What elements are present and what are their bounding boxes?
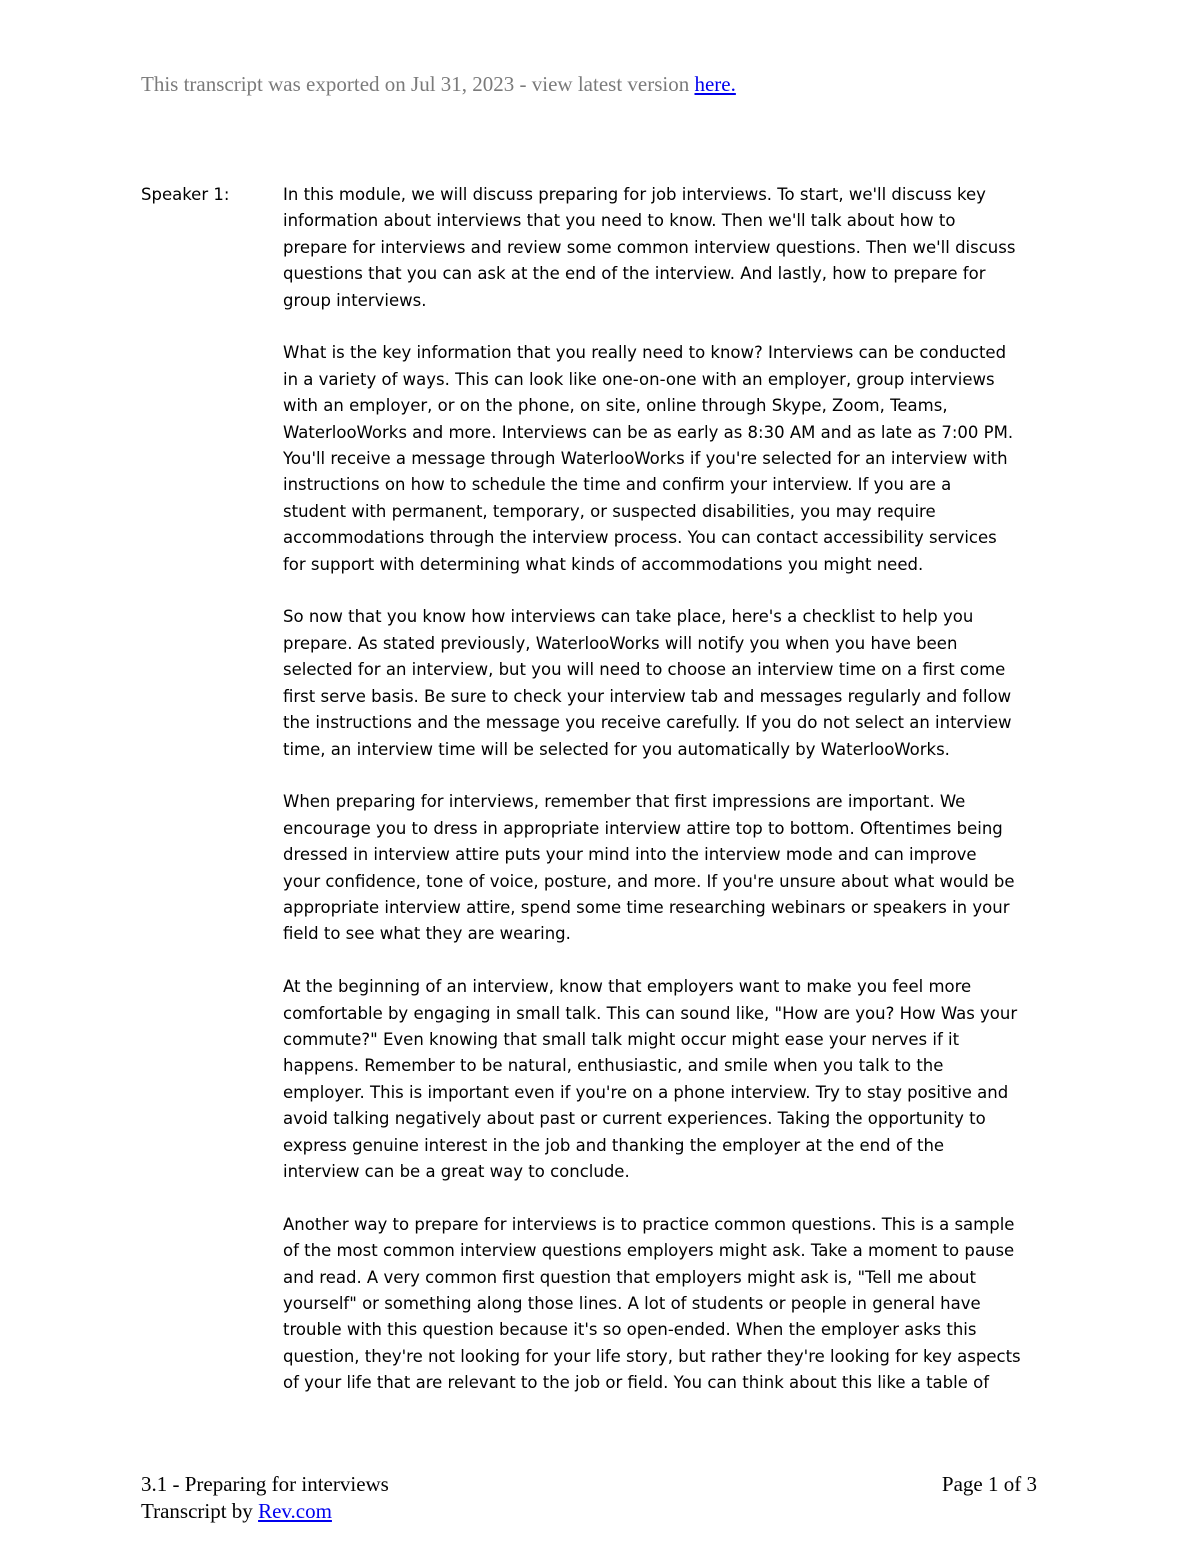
transcript-line: time, an interview time will be selected for you automatically by WaterlooWorks. [283,739,950,759]
rev-link[interactable]: Rev.com [258,1499,332,1523]
transcript-line: comfortable by engaging in small talk. This can sound like, "How are you? How Was your [283,1003,1018,1023]
transcript-line: in a variety of ways. This can look like one-on-one with an employer, group interviews [283,369,995,389]
page-number: Page 1 of 3 [941,1472,1037,1496]
transcript-line: with an employer, or on the phone, on site, online through Skype, Zoom, Teams, [283,396,948,416]
transcript-line: for support with determining what kinds of accommodations you might need. [283,554,924,574]
transcript-line: WaterlooWorks and more. Interviews can be as early as 8:30 AM and as late as 7:00 PM. [283,422,1014,442]
transcript-line: questions that you can ask at the end of the interview. And lastly, how to prepare for [283,264,986,284]
transcript-line: information about interviews that you need to know. Then we'll talk about how to [283,211,956,231]
latest-version-link[interactable]: here. [694,72,736,96]
transcript-paragraph [283,974,1063,1185]
transcript-line: first serve basis. Be sure to check your interview tab and messages regularly and follow [283,686,1012,706]
transcript-paragraph [283,182,1063,314]
transcript-line: interview can be a great way to conclude. [283,1161,630,1181]
transcript-line: group interviews. [283,290,427,310]
transcript-line: prepare. As stated previously, WaterlooWorks will notify you when you have been [283,633,958,653]
transcript-line: What is the key information that you really need to know? Interviews can be conducted [283,343,1007,363]
export-notice-text: This transcript was exported on Jul 31, 2023 - view latest version [141,72,695,96]
speaker-label: Speaker 1: [141,185,230,204]
transcript-line: instructions on how to schedule the time and confirm your interview. If you are a [283,475,952,495]
transcript-line: express genuine interest in the job and thanking the employer at the end of the [283,1135,945,1155]
transcript-line: prepare for interviews and review some common interview questions. Then we'll discuss [283,237,1016,257]
transcript-line: encourage you to dress in appropriate interview attire top to bottom. Oftentimes being [283,818,1003,838]
transcript-line: of the most common interview questions employers might ask. Take a moment to pause [283,1241,1015,1261]
transcript-line: student with permanent, temporary, or suspected disabilities, you may require [283,501,936,521]
transcript-paragraph [283,1212,1063,1397]
transcript-line: of your life that are relevant to the job or field. You can think about this like a table of [283,1373,990,1393]
transcript-line: accommodations through the interview process. You can contact accessibility services [283,528,997,548]
transcript-line: At the beginning of an interview, know that employers want to make you feel more [283,977,972,997]
transcript-line: the instructions and the message you receive carefully. If you do not select an interview [283,713,1012,733]
document-title: 3.1 - Preparing for interviews [141,1472,389,1496]
transcript-line: question, they're not looking for your life story, but rather they're looking for key aspects [283,1346,1021,1366]
transcript-line: selected for an interview, but you will need to choose an interview time on a first come [283,660,1006,680]
transcript-line: your confidence, tone of voice, posture, and more. If you're unsure about what would be [283,871,1015,891]
transcript-line: field to see what they are wearing. [283,924,571,944]
transcript-line: employer. This is important even if you're on a phone interview. Try to stay positive and [283,1082,1009,1102]
export-notice [141,72,736,97]
transcript-line: appropriate interview attire, spend some time researching webinars or speakers in your [283,897,1010,917]
transcript-body [283,182,1063,1423]
transcript-line: In this module, we will discuss preparing for job interviews. To start, we'll discuss key [283,185,986,204]
transcript-line: trouble with this question because it's so open-ended. When the employer asks this [283,1320,977,1340]
transcript-paragraph [283,340,1063,578]
transcript-line: dressed in interview attire puts your mind into the interview mode and can improve [283,845,977,865]
transcript-paragraph [283,604,1063,762]
transcript-line: happens. Remember to be natural, enthusiastic, and smile when you talk to the [283,1056,944,1076]
transcript-line: avoid talking negatively about past or current experiences. Taking the opportunity to [283,1109,986,1129]
transcript-line: commute?" Even knowing that small talk might occur might ease your nerves if it [283,1029,960,1049]
transcript-line: Another way to prepare for interviews is to practice common questions. This is a sample [283,1214,1015,1234]
transcript-line: yourself" or something along those lines. A lot of students or people in general have [283,1293,981,1313]
transcript-line: When preparing for interviews, remember that first impressions are important. We [283,792,966,812]
transcript-credit [141,1498,1041,1525]
transcript-paragraph [283,789,1063,947]
credit-prefix: Transcript by [141,1499,259,1523]
transcript-line: You'll receive a message through WaterlooWorks if you're selected for an interview with [283,449,1008,469]
page-footer [141,1471,1041,1525]
transcript-line: So now that you know how interviews can take place, here's a checklist to help you [283,607,974,627]
transcript-line: and read. A very common first question that employers might ask is, "Tell me about [283,1267,976,1287]
